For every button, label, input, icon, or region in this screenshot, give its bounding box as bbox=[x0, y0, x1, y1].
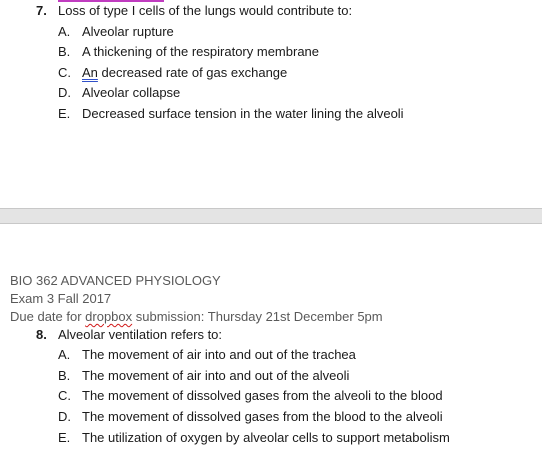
option-text: A thickening of the respiratory membrane bbox=[82, 44, 320, 59]
question-number: 7. bbox=[36, 3, 47, 18]
option-letter: E. bbox=[58, 106, 71, 121]
option-text-rest: decreased rate of gas exchange bbox=[97, 65, 288, 80]
option-letter: A. bbox=[58, 347, 71, 362]
option-letter: C. bbox=[58, 65, 71, 80]
option-text: The utilization of oxygen by alveolar cells to support metabolism bbox=[82, 430, 450, 445]
option-text: The movement of air into and out of the trachea bbox=[82, 347, 356, 362]
option-letter: D. bbox=[58, 85, 71, 100]
option-letter: B. bbox=[58, 44, 71, 59]
question-text: Loss of type I cells of the lungs would contribute to: bbox=[58, 3, 353, 18]
question-number: 8. bbox=[36, 327, 47, 342]
option-letter: A. bbox=[58, 24, 71, 39]
option-text: Alveolar collapse bbox=[82, 85, 181, 100]
document-page-top bbox=[0, 0, 542, 208]
option-letter: E. bbox=[58, 430, 71, 445]
due-prefix: Due date for bbox=[10, 309, 86, 324]
highlight-bar bbox=[58, 0, 164, 2]
option-text: The movement of dissolved gases from the alveoli to the blood bbox=[82, 388, 443, 403]
option-text: The movement of dissolved gases from the blood to the alveoli bbox=[82, 409, 443, 424]
course-title: BIO 362 ADVANCED PHYSIOLOGY bbox=[10, 273, 221, 288]
option-text: The movement of air into and out of the alveoli bbox=[82, 368, 350, 383]
option-letter: B. bbox=[58, 368, 71, 383]
exam-title: Exam 3 Fall 2017 bbox=[10, 291, 112, 306]
question-text: Alveolar ventilation refers to: bbox=[58, 327, 223, 342]
option-text bbox=[82, 65, 287, 81]
option-letter: C. bbox=[58, 388, 71, 403]
option-letter: D. bbox=[58, 409, 71, 424]
due-date bbox=[10, 309, 383, 325]
option-text: Decreased surface tension in the water lining the alveoli bbox=[82, 106, 404, 121]
spell-flagged-word[interactable]: dropbox bbox=[85, 309, 133, 324]
document-page-bottom bbox=[0, 224, 542, 453]
option-text: Alveolar rupture bbox=[82, 24, 174, 39]
page-break-gap bbox=[0, 208, 542, 224]
due-suffix: submission: Thursday 21st December 5pm bbox=[132, 309, 383, 324]
grammar-flagged-word[interactable]: An bbox=[82, 65, 98, 80]
